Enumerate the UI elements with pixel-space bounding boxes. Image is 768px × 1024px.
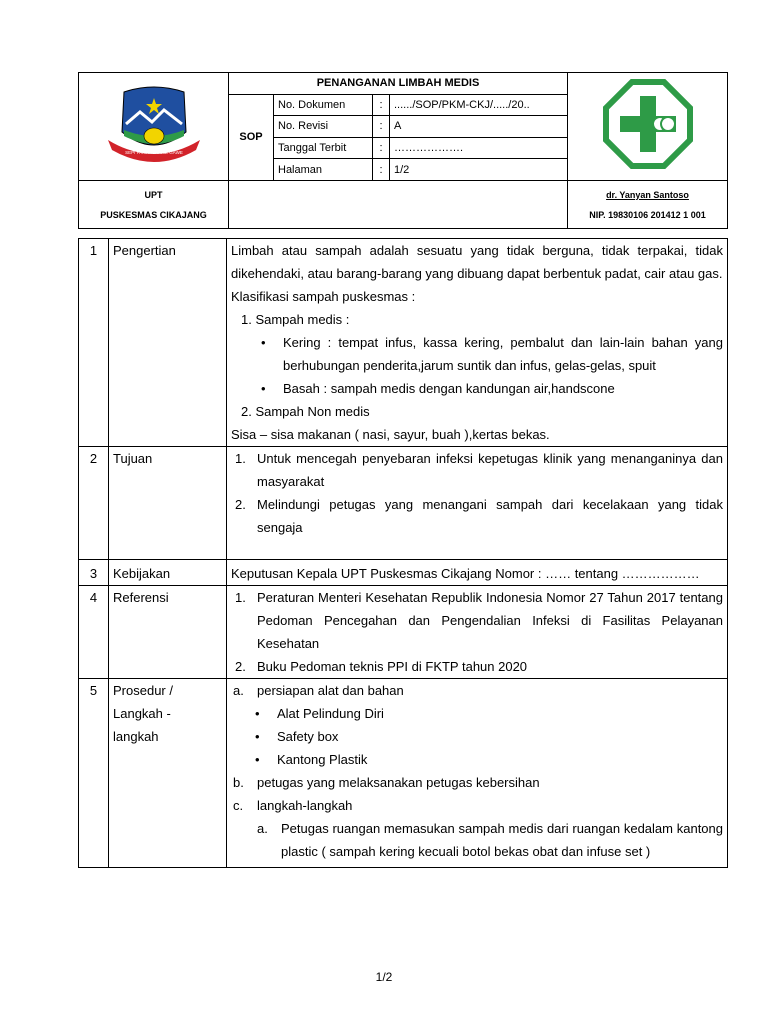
- section-label: Referensi: [109, 586, 227, 679]
- signer-name: dr. Yanyan Santoso: [606, 189, 689, 200]
- sub-item: [231, 817, 723, 863]
- bullet-item: • Alat Pelindung Diri: [231, 702, 723, 725]
- left-logo-cell: [79, 73, 229, 181]
- field-label: No. Dokumen: [274, 94, 373, 116]
- alpha-item: [231, 794, 723, 817]
- section-number: 5: [79, 679, 109, 868]
- label-line: Langkah -: [113, 706, 171, 721]
- section-content: [227, 239, 728, 447]
- section-label: Pengertian: [109, 239, 227, 447]
- field-label: Tanggal Terbit: [274, 137, 373, 159]
- alpha-item: [231, 771, 723, 794]
- list-number: 2.: [235, 497, 246, 512]
- section-number: 1: [79, 239, 109, 447]
- field-label: Halaman: [274, 159, 373, 180]
- list-number: 1.: [235, 590, 246, 605]
- right-logo-cell: [568, 73, 728, 181]
- list-text: Untuk mencegah penyebaran infeksi kepetugas klinik yang menanganinya dan masyarakat: [257, 451, 723, 489]
- section-row: [79, 586, 728, 679]
- section-content: [227, 679, 728, 868]
- bullet-item: • Kantong Plastik: [231, 748, 723, 771]
- section-row: [79, 447, 728, 560]
- section-row: [79, 560, 728, 586]
- signer-cell: [568, 181, 728, 229]
- field-label: No. Revisi: [274, 116, 373, 138]
- page-number: 1/2: [375, 970, 393, 984]
- sop-header: [78, 72, 728, 229]
- section-label: Kebijakan: [109, 560, 227, 586]
- emblem-motto: SEPI PAMRIH RAME GAWE: [124, 150, 183, 155]
- sop-content: [78, 238, 728, 868]
- section-row: [79, 239, 728, 447]
- regency-emblem-icon: [104, 84, 204, 164]
- list-item: 2. Sampah Non medis: [241, 404, 370, 419]
- bullet-item: • Basah : sampah medis dengan kandungan air,handscone: [231, 377, 723, 400]
- field-value: A: [390, 116, 568, 138]
- list-text: Melindungi petugas yang menangani sampah dari kecelakaan yang tidak sengaja: [257, 497, 723, 535]
- empty-cell: [229, 181, 568, 229]
- label-line: langkah: [113, 729, 159, 744]
- field-separator: :: [373, 137, 390, 159]
- org-line-1: UPT: [144, 189, 163, 200]
- list-item: [231, 493, 723, 539]
- paragraph: Klasifikasi sampah puskesmas :: [231, 289, 416, 304]
- field-separator: :: [373, 116, 390, 138]
- section-number: 3: [79, 560, 109, 586]
- section-row: [79, 679, 728, 868]
- list-item: 1. Sampah medis :: [241, 312, 350, 327]
- paragraph: Sisa – sisa makanan ( nasi, sayur, buah ),kertas bekas.: [231, 427, 550, 442]
- list-letter: a.: [233, 683, 244, 698]
- list-item: [231, 655, 723, 678]
- list-text: petugas yang melaksanakan petugas kebersihan: [257, 775, 540, 790]
- list-item: [231, 447, 723, 493]
- bullet-item: • Safety box: [231, 725, 723, 748]
- field-value: 1/2: [390, 159, 568, 180]
- document-title: PENANGANAN LIMBAH MEDIS: [229, 73, 567, 94]
- title-cell: [229, 73, 568, 181]
- list-letter: c.: [233, 798, 244, 813]
- section-content: Keputusan Kepala UPT Puskesmas Cikajang Nomor : …… tentang ………………: [227, 560, 728, 586]
- organization-cell: [79, 181, 229, 229]
- sop-label: SOP: [229, 94, 274, 180]
- section-content: [227, 586, 728, 679]
- section-label: Tujuan: [109, 447, 227, 560]
- field-value: ……………….: [390, 137, 568, 159]
- list-letter: a.: [257, 821, 268, 836]
- list-number: 2.: [235, 659, 246, 674]
- alpha-item: [231, 679, 723, 702]
- field-separator: :: [373, 159, 390, 180]
- list-letter: b.: [233, 775, 244, 790]
- list-item: [231, 586, 723, 655]
- puskesmas-logo-icon: [602, 78, 694, 170]
- list-text: Peraturan Menteri Kesehatan Republik Indonesia Nomor 27 Tahun 2017 tentang Pedoman Pencegahan dan Pengendalian Infeksi di Fasilitas Pelayanan Kesehatan: [257, 590, 723, 651]
- field-separator: :: [373, 94, 390, 116]
- list-text: langkah-langkah: [257, 798, 353, 813]
- section-label: [109, 679, 227, 868]
- list-text: Petugas ruangan memasukan sampah medis dari ruangan kedalam kantong plastic ( sampah kering kecuali botol bekas obat dan infuse set ): [281, 821, 723, 859]
- field-value: ....../SOP/PKM-CKJ/...../20..: [390, 94, 568, 116]
- org-line-2: PUSKESMAS CIKAJANG: [100, 209, 207, 220]
- section-number: 4: [79, 586, 109, 679]
- bullet-item: • Kering : tempat infus, kassa kering, pembalut dan lain-lain bahan yang berhubungan penderita,jarum suntik dan infus, gelas-gelas, spuit: [231, 331, 723, 377]
- list-text: Buku Pedoman teknis PPI di FKTP tahun 2020: [257, 659, 528, 674]
- list-number: 1.: [235, 451, 246, 466]
- section-number: 2: [79, 447, 109, 560]
- list-text: persiapan alat dan bahan: [257, 683, 404, 698]
- signer-nip: NIP. 19830106 201412 1 001: [589, 209, 706, 220]
- label-line: Prosedur /: [113, 683, 173, 698]
- section-content: [227, 447, 728, 560]
- paragraph: Limbah atau sampah adalah sesuatu yang tidak berguna, tidak terpakai, tidak dikehendaki, atau barang-barang yang dibuang dapat berbentuk padat, cair atau gas.: [231, 243, 723, 281]
